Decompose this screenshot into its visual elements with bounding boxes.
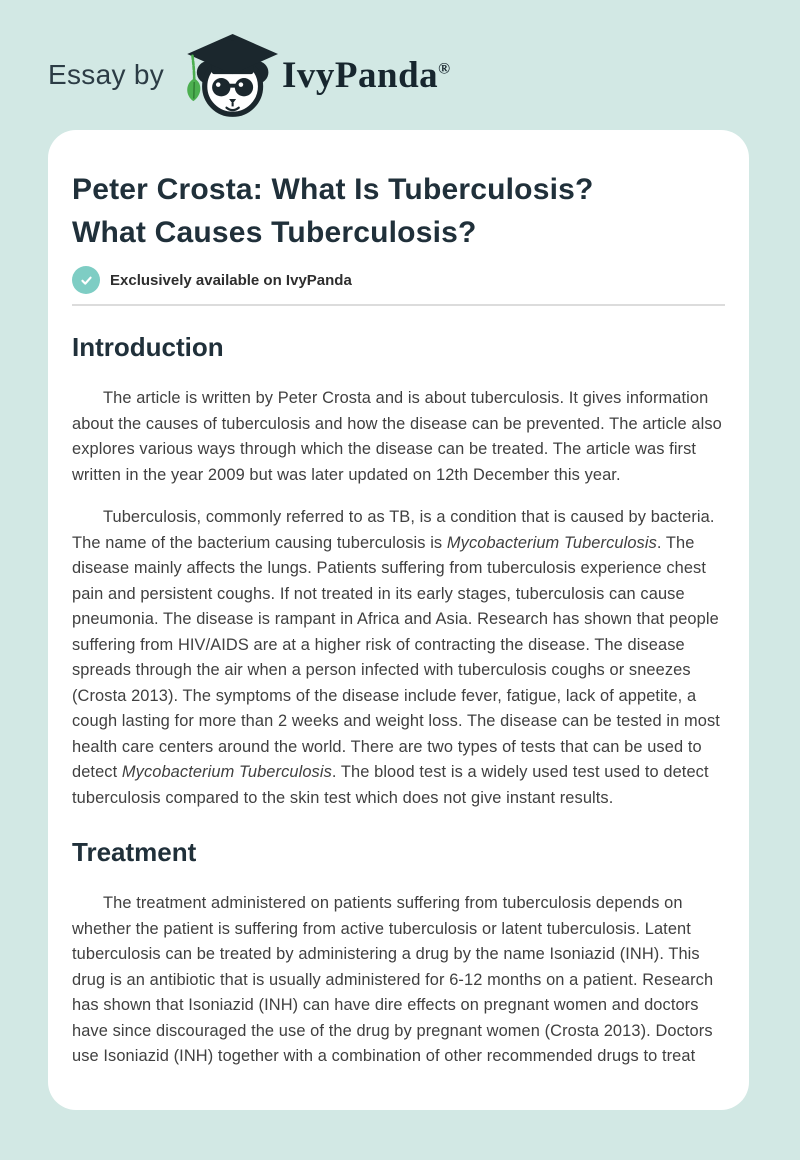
essay-card (48, 130, 749, 1110)
registered-mark: ® (438, 60, 451, 78)
paragraph-intro-2: Tuberculosis, commonly referred to as TB, is a condition that is caused by bacteria. The name of the bacterium causing tuberculosis is Mycobacterium Tuberculosis. The disease mainly affects the lungs. Patients suffering from tuberculosis experience chest pain and persistent coughs. If not treated in its early stages, tuberculosis can cause pneumonia. The disease is rampant in Africa and Asia. Research has shown that people suffering from HIV/AIDS are at a higher risk of contracting the disease. The disease spreads through the air when a person infected with tuberculosis coughs or sneezes (Crosta 2013). The symptoms of the disease include fever, fatigue, lack of appetite, a cough lasting for more than 2 weeks and weight loss. The disease can be tested in most health care centers around the world. There are two types of tests that can be used to detect Mycobacterium Tuberculosis. The blood test is a widely used test used to detect tuberculosis compared to the skin test which does not give instant results. (72, 508, 720, 807)
essay-title (72, 168, 725, 254)
availability-label: Exclusively available on IvyPanda (110, 271, 352, 289)
section-heading-introduction: Introduction (72, 332, 224, 362)
panda-graduate-icon (182, 31, 278, 119)
paragraph-treatment-1: The treatment administered on patients suffering from tuberculosis depends on whether the patient is suffering from active tuberculosis or latent tuberculosis. Latent tuberculosis can be treated by administering a drug by the name Isoniazid (INH). This drug is an antibiotic that is usually administered for 6-12 months on a patient. Research has shown that Isoniazid (INH) can have dire effects on pregnant women and doctors have since discouraged the use of the drug by pregnant women (Crosta 2013). Doctors use Isoniazid (INH) together with a combination of other recommended drugs to treat (72, 894, 714, 1065)
ivypanda-logo[interactable] (182, 31, 451, 119)
paragraph-intro-1: The article is written by Peter Crosta and is about tuberculosis. It gives information about the causes of tuberculosis and how the disease can be prevented. The article also explores various ways through which the disease can be treated. The article was first written in the year 2009 but was later updated on 12th December this year. (72, 389, 722, 484)
essay-by-label: Essay by (48, 59, 164, 90)
essay-title-line-2: What Causes Tuberculosis? (72, 216, 477, 249)
availability-badge (72, 266, 725, 294)
essay-title-line-1: Peter Crosta: What Is Tuberculosis? (72, 173, 594, 206)
site-header (48, 30, 451, 120)
section-heading-treatment: Treatment (72, 837, 197, 867)
brand-name: IvyPanda® (282, 54, 451, 96)
divider (72, 304, 725, 306)
check-icon (72, 266, 100, 294)
